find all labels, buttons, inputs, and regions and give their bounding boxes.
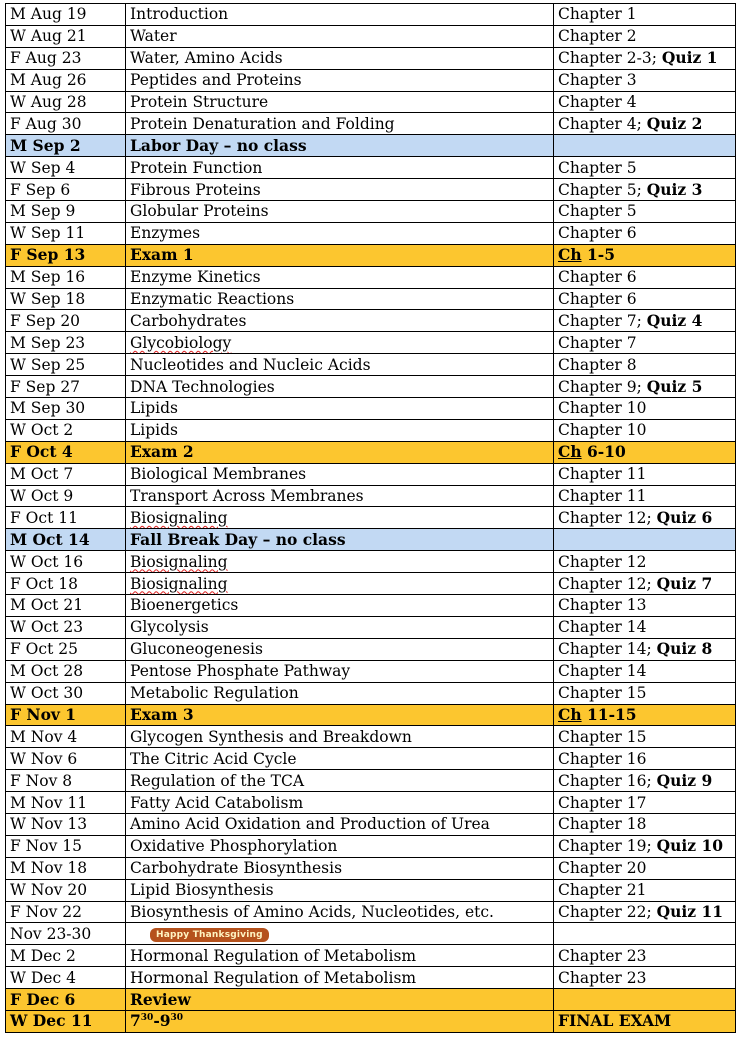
date-cell: Nov 23-30 xyxy=(6,923,126,945)
topic-cell xyxy=(126,485,554,507)
topic-cell xyxy=(126,419,554,441)
schedule-row xyxy=(6,310,736,332)
schedule-row xyxy=(6,91,736,113)
chapter-text: Chapter 23 xyxy=(558,968,647,987)
topic-cell xyxy=(126,813,554,835)
chapter-cell xyxy=(554,813,736,835)
schedule-row xyxy=(6,1010,736,1032)
topic-cell xyxy=(126,201,554,223)
date-cell: F Nov 22 xyxy=(6,901,126,923)
date-cell: M Nov 4 xyxy=(6,726,126,748)
topic-cell xyxy=(126,770,554,792)
topic-text: Fibrous Proteins xyxy=(130,180,261,199)
topic-text: Water xyxy=(130,27,177,46)
date-cell: W Nov 20 xyxy=(6,879,126,901)
date-cell: W Aug 21 xyxy=(6,25,126,47)
schedule-row xyxy=(6,179,736,201)
chapter-text: Chapter 10 xyxy=(558,421,647,440)
chapter-text: Chapter 14 xyxy=(558,662,647,681)
chapter-cell xyxy=(554,748,736,770)
schedule-row xyxy=(6,376,736,398)
date-cell: F Sep 13 xyxy=(6,244,126,266)
topic-text: Hormonal Regulation of Metabolism xyxy=(130,968,417,987)
chapter-text: Chapter 11 xyxy=(558,465,647,484)
chapter-cell xyxy=(554,288,736,310)
chapter-cell xyxy=(554,310,736,332)
topic-text: Protein Structure xyxy=(130,93,269,111)
quiz-label: Quiz 2 xyxy=(646,113,703,133)
chapter-text: Chapter 18 xyxy=(558,815,647,834)
topic-cell xyxy=(126,704,554,726)
chapter-cell xyxy=(554,69,736,91)
schedule-row xyxy=(6,857,736,879)
topic-text: Protein Denaturation and Folding xyxy=(130,114,395,133)
topic-text: Lipids xyxy=(130,399,179,418)
chapter-cell xyxy=(554,266,736,288)
chapter-text: Chapter 5 xyxy=(558,158,637,177)
topic-cell xyxy=(126,595,554,617)
topic-text: Fatty Acid Catabolism xyxy=(130,793,304,812)
chapter-cell xyxy=(554,529,736,551)
quiz-label: Quiz 9 xyxy=(656,770,713,790)
chapter-text: Chapter 16 xyxy=(558,749,647,768)
topic-text: Exam 3 xyxy=(130,704,194,724)
chapter-cell xyxy=(554,551,736,573)
date-cell: M Sep 16 xyxy=(6,266,126,288)
schedule-row xyxy=(6,25,736,47)
chapter-text: Chapter 15 xyxy=(558,684,647,703)
topic-text: Metabolic Regulation xyxy=(130,684,299,703)
chapter-cell xyxy=(554,989,736,1011)
chapter-cell xyxy=(554,616,736,638)
chapter-text: 11-15 xyxy=(581,704,637,724)
topic-cell xyxy=(126,4,554,26)
chapter-prefix: Ch xyxy=(558,245,582,265)
date-cell: F Sep 20 xyxy=(6,310,126,332)
topic-cell xyxy=(126,835,554,857)
date-cell: F Oct 11 xyxy=(6,507,126,529)
quiz-label: Quiz 5 xyxy=(646,376,703,396)
exam-row xyxy=(6,704,736,726)
date-cell: F Nov 1 xyxy=(6,704,126,726)
topic-cell xyxy=(126,726,554,748)
chapter-text: Chapter 6 xyxy=(558,224,637,243)
chapter-cell xyxy=(554,879,736,901)
topic-cell xyxy=(126,879,554,901)
topic-text: Biosynthesis of Amino Acids, Nucleotides, etc. xyxy=(130,902,494,921)
schedule-row xyxy=(6,113,736,135)
date-cell: W Oct 2 xyxy=(6,419,126,441)
chapter-text: Chapter 2 xyxy=(558,27,637,46)
topic-text: Enzyme Kinetics xyxy=(130,268,261,287)
topic-cell xyxy=(126,244,554,266)
chapter-cell xyxy=(554,857,736,879)
topic-text: Globular Proteins xyxy=(130,202,269,221)
quiz-label: Quiz 8 xyxy=(656,639,713,659)
chapter-text: Chapter 14 xyxy=(558,618,647,637)
time-start-minutes: 30 xyxy=(140,1013,154,1024)
quiz-label: Quiz 10 xyxy=(656,836,724,856)
date-cell: M Sep 30 xyxy=(6,398,126,420)
schedule-row xyxy=(6,595,736,617)
topic-cell xyxy=(126,682,554,704)
topic-cell xyxy=(126,989,554,1011)
schedule-row xyxy=(6,47,736,69)
date-cell: M Sep 23 xyxy=(6,332,126,354)
date-cell: W Nov 13 xyxy=(6,813,126,835)
chapter-text: Chapter 17 xyxy=(558,793,647,812)
date-cell: F Oct 18 xyxy=(6,573,126,595)
schedule-row xyxy=(6,726,736,748)
topic-cell xyxy=(126,1010,554,1032)
topic-cell xyxy=(126,376,554,398)
topic-cell xyxy=(126,748,554,770)
chapter-text: Chapter 16; xyxy=(558,771,657,790)
chapter-text: Chapter 1 xyxy=(558,5,637,24)
topic-text: Amino Acid Oxidation and Production of Urea xyxy=(130,815,490,834)
time-end-minutes: 30 xyxy=(170,1013,184,1024)
chapter-cell xyxy=(554,1010,736,1032)
topic-cell xyxy=(126,135,554,157)
holiday-row xyxy=(6,529,736,551)
chapter-text: 1-5 xyxy=(581,245,616,265)
date-cell: W Oct 9 xyxy=(6,485,126,507)
chapter-cell xyxy=(554,792,736,814)
chapter-cell xyxy=(554,967,736,989)
topic-text: Review xyxy=(130,989,191,1009)
exam-row xyxy=(6,244,736,266)
topic-cell xyxy=(126,573,554,595)
schedule-row xyxy=(6,222,736,244)
chapter-prefix: Ch xyxy=(558,442,582,462)
topic-text: Exam 2 xyxy=(130,442,194,462)
topic-text: Peptides and Proteins xyxy=(130,71,302,90)
chapter-cell xyxy=(554,222,736,244)
date-cell: W Sep 25 xyxy=(6,354,126,376)
schedule-row xyxy=(6,507,736,529)
date-cell: W Oct 16 xyxy=(6,551,126,573)
date-cell: W Dec 11 xyxy=(6,1010,126,1032)
date-cell: F Dec 6 xyxy=(6,989,126,1011)
date-cell: M Sep 9 xyxy=(6,201,126,223)
schedule-rows xyxy=(6,4,736,1033)
chapter-cell xyxy=(554,726,736,748)
schedule-row xyxy=(6,835,736,857)
chapter-cell xyxy=(554,201,736,223)
topic-cell xyxy=(126,266,554,288)
topic-cell xyxy=(126,967,554,989)
date-cell: F Nov 8 xyxy=(6,770,126,792)
topic-text: The Citric Acid Cycle xyxy=(130,749,297,768)
schedule-row xyxy=(6,573,736,595)
schedule-row xyxy=(6,748,736,770)
date-cell: M Oct 7 xyxy=(6,463,126,485)
chapter-text: Chapter 14; xyxy=(558,640,657,659)
date-cell: F Oct 25 xyxy=(6,638,126,660)
topic-text: Fall Break Day – no class xyxy=(130,529,346,549)
chapter-cell xyxy=(554,419,736,441)
date-cell: M Dec 2 xyxy=(6,945,126,967)
schedule-row xyxy=(6,879,736,901)
date-cell: M Aug 19 xyxy=(6,4,126,26)
schedule-row xyxy=(6,354,736,376)
schedule-row xyxy=(6,201,736,223)
topic-cell xyxy=(126,507,554,529)
chapter-text: Chapter 20 xyxy=(558,859,647,878)
schedule-row xyxy=(6,813,736,835)
schedule-row xyxy=(6,288,736,310)
chapter-cell xyxy=(554,376,736,398)
quiz-label: Quiz 7 xyxy=(656,573,713,593)
topic-text: Biosignaling xyxy=(130,552,228,571)
schedule-row xyxy=(6,901,736,923)
schedule-row xyxy=(6,419,736,441)
date-cell: W Dec 4 xyxy=(6,967,126,989)
chapter-text: Chapter 6 xyxy=(558,268,637,287)
topic-cell xyxy=(126,857,554,879)
topic-cell xyxy=(126,638,554,660)
chapter-cell xyxy=(554,923,736,945)
chapter-cell xyxy=(554,441,736,463)
chapter-text: Chapter 2-3; xyxy=(558,49,662,68)
chapter-cell xyxy=(554,660,736,682)
chapter-text: 6-10 xyxy=(581,442,626,462)
topic-text: Biosignaling xyxy=(130,508,228,527)
topic-cell xyxy=(126,616,554,638)
chapter-cell xyxy=(554,770,736,792)
chapter-text: Chapter 13 xyxy=(558,596,647,615)
date-cell: F Nov 15 xyxy=(6,835,126,857)
chapter-text: Chapter 8 xyxy=(558,355,637,374)
chapter-cell xyxy=(554,179,736,201)
topic-cell xyxy=(126,288,554,310)
date-cell: W Nov 6 xyxy=(6,748,126,770)
schedule-row xyxy=(6,4,736,26)
topic-text: Lipid Biosynthesis xyxy=(130,881,274,900)
chapter-cell xyxy=(554,47,736,69)
topic-text: Exam 1 xyxy=(130,245,194,265)
topic-text: Hormonal Regulation of Metabolism xyxy=(130,946,417,965)
topic-cell xyxy=(126,792,554,814)
chapter-cell xyxy=(554,398,736,420)
topic-text: Oxidative Phosphorylation xyxy=(130,837,338,856)
quiz-label: Quiz 6 xyxy=(656,507,713,527)
topic-text: Carbohydrates xyxy=(130,311,247,330)
date-cell: W Oct 30 xyxy=(6,682,126,704)
chapter-text: Chapter 19; xyxy=(558,837,657,856)
holiday-row xyxy=(6,135,736,157)
topic-text: DNA Technologies xyxy=(130,377,275,396)
chapter-text: Chapter 23 xyxy=(558,946,647,965)
quiz-label: Quiz 4 xyxy=(646,310,703,330)
schedule-row xyxy=(6,682,736,704)
date-cell: M Oct 14 xyxy=(6,529,126,551)
topic-text: Protein Function xyxy=(130,158,263,177)
topic-cell xyxy=(126,310,554,332)
chapter-text: FINAL EXAM xyxy=(558,1011,672,1031)
chapter-cell xyxy=(554,835,736,857)
schedule-row xyxy=(6,660,736,682)
topic-cell xyxy=(126,923,554,945)
topic-text: Water, Amino Acids xyxy=(130,49,283,68)
chapter-cell xyxy=(554,157,736,179)
chapter-cell xyxy=(554,463,736,485)
schedule-row xyxy=(6,69,736,91)
topic-text: Glycogen Synthesis and Breakdown xyxy=(130,727,412,746)
chapter-text: Chapter 11 xyxy=(558,487,647,506)
schedule-row xyxy=(6,989,736,1011)
chapter-text: Chapter 10 xyxy=(558,399,647,418)
schedule-row xyxy=(6,157,736,179)
date-cell: M Aug 26 xyxy=(6,69,126,91)
topic-cell xyxy=(126,463,554,485)
chapter-cell xyxy=(554,4,736,26)
topic-text: Glycobiology xyxy=(130,333,232,352)
topic-cell xyxy=(126,441,554,463)
chapter-cell xyxy=(554,113,736,135)
time-start: 7 xyxy=(130,1011,141,1031)
chapter-text: Chapter 4; xyxy=(558,114,647,133)
date-cell: M Oct 21 xyxy=(6,595,126,617)
schedule-row xyxy=(6,923,736,945)
chapter-cell xyxy=(554,135,736,157)
chapter-cell xyxy=(554,25,736,47)
topic-text: Regulation of the TCA xyxy=(130,771,305,790)
topic-cell xyxy=(126,398,554,420)
date-cell: F Sep 6 xyxy=(6,179,126,201)
chapter-text: Chapter 22; xyxy=(558,902,657,921)
quiz-label: Quiz 3 xyxy=(646,179,703,199)
topic-cell xyxy=(126,25,554,47)
topic-text: Introduction xyxy=(130,5,229,24)
schedule-row xyxy=(6,792,736,814)
schedule-row xyxy=(6,266,736,288)
chapter-text: Chapter 12 xyxy=(558,552,647,571)
topic-text: Biosignaling xyxy=(130,574,228,593)
chapter-text: Chapter 6 xyxy=(558,290,637,309)
quiz-label: Quiz 11 xyxy=(656,901,724,921)
schedule-row xyxy=(6,770,736,792)
chapter-cell xyxy=(554,638,736,660)
topic-text: Nucleotides and Nucleic Acids xyxy=(130,355,371,374)
chapter-text: Chapter 12; xyxy=(558,574,657,593)
chapter-text: Chapter 4 xyxy=(558,93,637,111)
chapter-text: Chapter 9; xyxy=(558,377,647,396)
schedule-row xyxy=(6,638,736,660)
chapter-cell xyxy=(554,573,736,595)
topic-cell xyxy=(126,179,554,201)
date-cell: W Sep 18 xyxy=(6,288,126,310)
schedule-row xyxy=(6,616,736,638)
schedule-row xyxy=(6,967,736,989)
topic-cell xyxy=(126,91,554,113)
chapter-cell xyxy=(554,945,736,967)
chapter-text: Chapter 21 xyxy=(558,881,647,900)
date-cell: W Sep 11 xyxy=(6,222,126,244)
date-cell: F Aug 30 xyxy=(6,113,126,135)
chapter-cell xyxy=(554,901,736,923)
chapter-cell xyxy=(554,704,736,726)
topic-cell xyxy=(126,222,554,244)
quiz-label: Quiz 1 xyxy=(661,48,718,68)
topic-text: Labor Day – no class xyxy=(130,135,307,155)
date-cell: M Sep 2 xyxy=(6,135,126,157)
course-schedule-table xyxy=(5,3,736,1033)
date-cell: F Aug 23 xyxy=(6,47,126,69)
schedule-row xyxy=(6,398,736,420)
chapter-cell xyxy=(554,507,736,529)
chapter-text: Chapter 5; xyxy=(558,180,647,199)
time-separator: -9 xyxy=(153,1011,171,1031)
chapter-cell xyxy=(554,595,736,617)
chapter-text: Chapter 3 xyxy=(558,71,637,90)
date-cell: M Nov 18 xyxy=(6,857,126,879)
date-cell: F Oct 4 xyxy=(6,441,126,463)
topic-cell xyxy=(126,529,554,551)
topic-cell xyxy=(126,47,554,69)
chapter-text: Chapter 7 xyxy=(558,333,637,352)
topic-text: Glycolysis xyxy=(130,618,209,637)
topic-text: Transport Across Membranes xyxy=(130,487,364,506)
topic-text: Bioenergetics xyxy=(130,596,239,615)
chapter-cell xyxy=(554,682,736,704)
chapter-text: Chapter 12; xyxy=(558,508,657,527)
exam-row xyxy=(6,441,736,463)
date-cell: F Sep 27 xyxy=(6,376,126,398)
topic-cell xyxy=(126,157,554,179)
topic-text: Lipids xyxy=(130,421,179,440)
chapter-cell xyxy=(554,91,736,113)
chapter-cell xyxy=(554,354,736,376)
chapter-text: Chapter 5 xyxy=(558,202,637,221)
chapter-text: Chapter 15 xyxy=(558,727,647,746)
topic-cell xyxy=(126,945,554,967)
topic-text: Enzymes xyxy=(130,224,201,243)
chapter-cell xyxy=(554,332,736,354)
topic-cell xyxy=(126,660,554,682)
topic-cell xyxy=(126,113,554,135)
topic-cell xyxy=(126,354,554,376)
date-cell: M Nov 11 xyxy=(6,792,126,814)
topic-cell xyxy=(126,332,554,354)
date-cell: W Aug 28 xyxy=(6,91,126,113)
chapter-prefix: Ch xyxy=(558,704,582,724)
topic-text: Carbohydrate Biosynthesis xyxy=(130,859,343,878)
schedule-row xyxy=(6,551,736,573)
schedule-row xyxy=(6,945,736,967)
schedule-row xyxy=(6,463,736,485)
chapter-text: Chapter 7; xyxy=(558,311,647,330)
thanksgiving-badge: Happy Thanksgiving xyxy=(150,928,269,942)
topic-cell xyxy=(126,551,554,573)
chapter-cell xyxy=(554,485,736,507)
chapter-cell xyxy=(554,244,736,266)
schedule-row xyxy=(6,485,736,507)
topic-text: Biological Membranes xyxy=(130,465,307,484)
topic-text: Gluconeogenesis xyxy=(130,640,263,659)
topic-text: Enzymatic Reactions xyxy=(130,290,295,309)
date-cell: W Sep 4 xyxy=(6,157,126,179)
schedule-row xyxy=(6,332,736,354)
topic-text: Pentose Phosphate Pathway xyxy=(130,662,351,681)
date-cell: W Oct 23 xyxy=(6,616,126,638)
topic-cell xyxy=(126,901,554,923)
topic-cell xyxy=(126,69,554,91)
date-cell: M Oct 28 xyxy=(6,660,126,682)
